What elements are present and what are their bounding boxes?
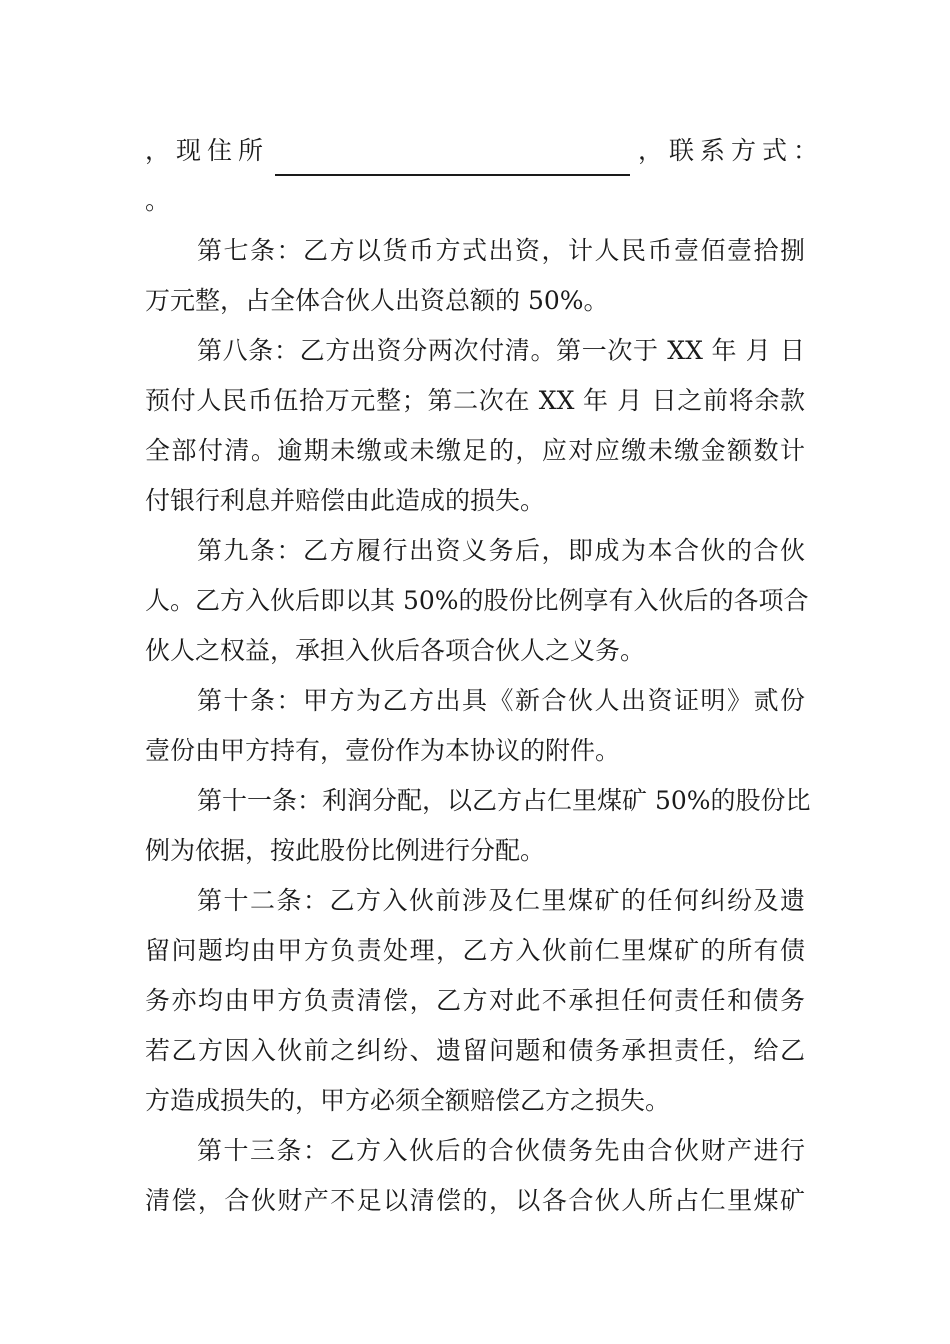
article-12-line-1: 第十二条：乙方入伙前涉及仁里煤矿的任何纠纷及遗 [197, 886, 805, 915]
article-12-line-2: 留问题均由甲方负责处理，乙方入伙前仁里煤矿的所有债 [145, 936, 805, 965]
article-7-line-2: 万元整，占全体合伙人出资总额的 50%。 [145, 286, 609, 315]
article-8-line-4: 付银行利息并赔偿由此造成的损失。 [145, 486, 546, 515]
address-blank [275, 140, 630, 176]
article-13-line-1: 第十三条：乙方入伙后的合伙债务先由合伙财产进行 [197, 1136, 805, 1165]
address-contact-line [145, 126, 825, 176]
article-7-line-1: 第七条：乙方以货币方式出资，计人民币壹佰壹拾捌 [197, 236, 805, 265]
article-9-line-2: 人。乙方入伙后即以其 50%的股份比例享有入伙后的各项合 [145, 586, 809, 615]
article-12-line-4: 若乙方因入伙前之纠纷、遗留问题和债务承担责任，给乙 [145, 1036, 805, 1065]
article-8-line-1: 第八条：乙方出资分两次付清。第一次于 XX 年 月 日 [197, 336, 805, 365]
contact-label: ，联系方式： [638, 136, 825, 165]
article-8-line-3: 全部付清。逾期未缴或未缴足的，应对应缴未缴金额数计 [145, 436, 805, 465]
article-8-line-2: 预付人民币伍拾万元整；第二次在 XX 年 月 日之前将余款 [145, 386, 805, 415]
article-11-line-1: 第十一条：利润分配，以乙方占仁里煤矿 50%的股份比 [197, 786, 811, 815]
article-10-line-1: 第十条：甲方为乙方出具《新合伙人出资证明》贰份 [197, 686, 805, 715]
text-line: 。 [145, 186, 171, 215]
article-13-line-2: 清偿，合伙财产不足以清偿的，以各合伙人所占仁里煤矿 [145, 1186, 805, 1215]
article-9-line-3: 伙人之权益，承担入伙后各项合伙人之义务。 [145, 636, 646, 665]
article-10-line-2: 壹份由甲方持有，壹份作为本协议的附件。 [145, 736, 621, 765]
article-12-line-3: 务亦均由甲方负责清偿，乙方对此不承担任何责任和债务 [145, 986, 805, 1015]
article-12-line-5: 方造成损失的，甲方必须全额赔偿乙方之损失。 [145, 1086, 671, 1115]
article-11-line-2: 例为依据，按此股份比例进行分配。 [145, 836, 546, 865]
address-prefix: ，现住所 [145, 126, 638, 176]
article-9-line-1: 第九条：乙方履行出资义务后，即成为本合伙的合伙 [197, 536, 805, 565]
